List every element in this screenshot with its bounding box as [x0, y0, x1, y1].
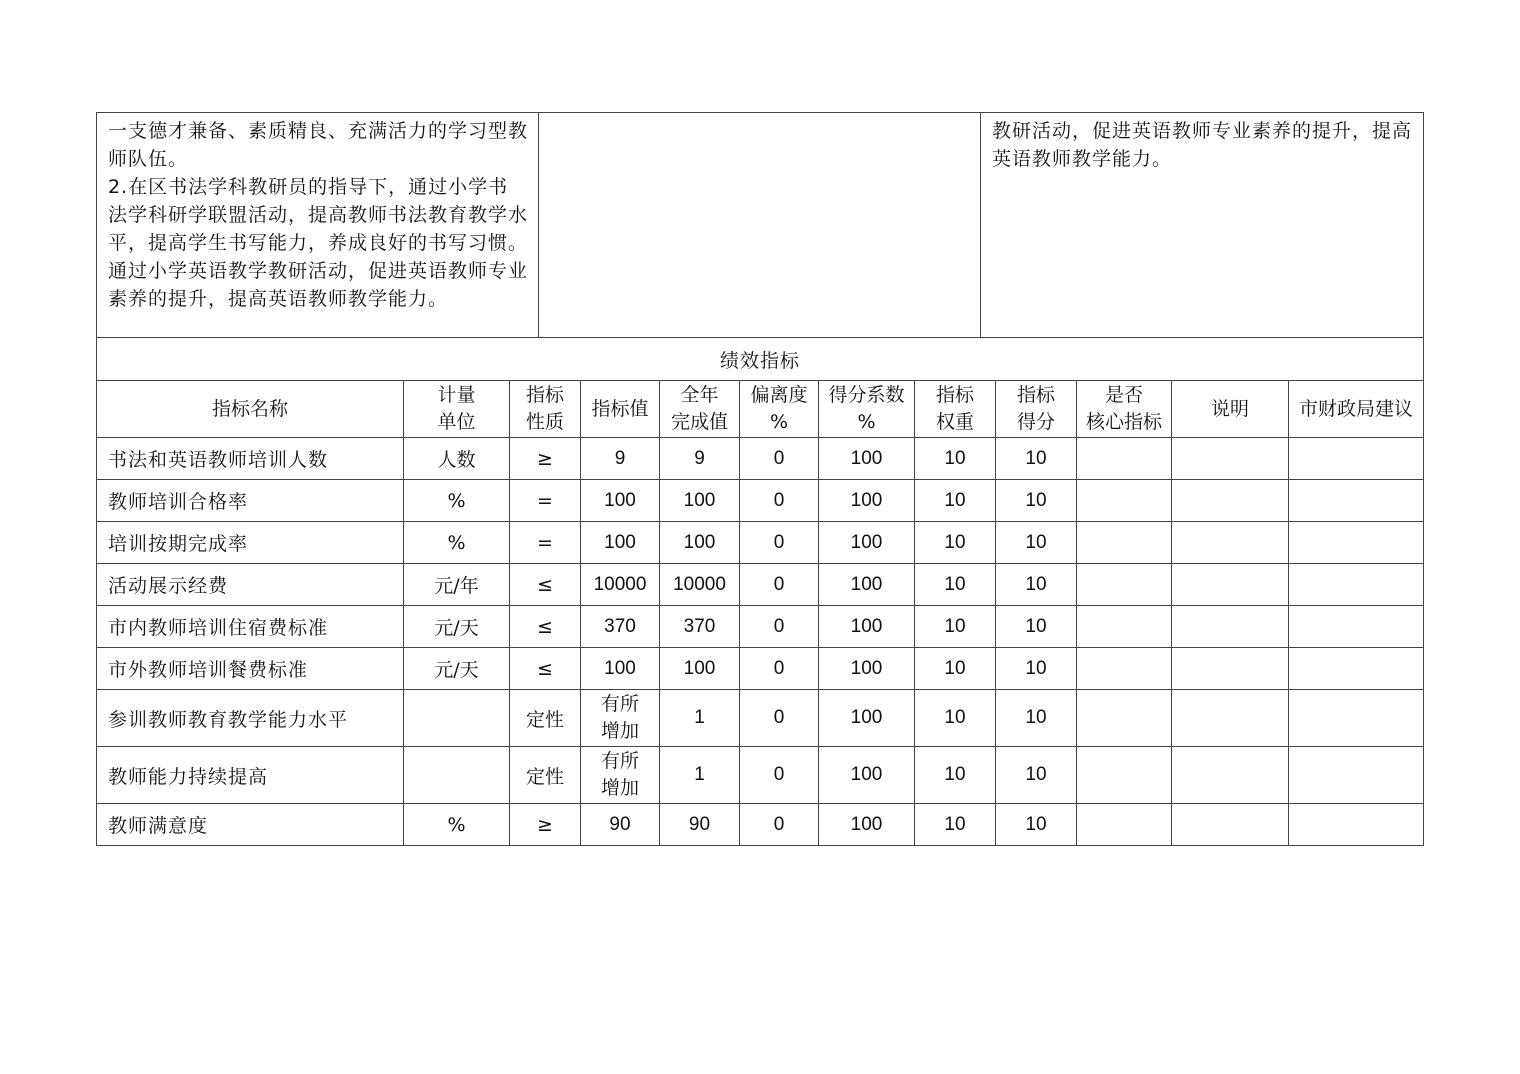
cell-target — [581, 747, 660, 804]
cell-weight: 10 — [915, 522, 996, 564]
column-header-line: 指标 — [1016, 384, 1055, 406]
cell-coef: 100 — [819, 438, 915, 480]
cell-target: 90 — [581, 804, 660, 846]
cell-nature: ≤ — [510, 648, 581, 690]
table-row — [97, 648, 1424, 690]
cell-advice — [1289, 747, 1424, 804]
cell-score: 10 — [996, 690, 1077, 747]
column-header-line: 全年 — [680, 384, 719, 406]
cell-score: 10 — [996, 564, 1077, 606]
cell-coef: 100 — [819, 747, 915, 804]
cell-advice — [1289, 804, 1424, 846]
cell-score: 10 — [996, 804, 1077, 846]
cell-core — [1077, 438, 1172, 480]
section-title-row — [97, 338, 1424, 381]
cell-score: 10 — [996, 648, 1077, 690]
column-header-line: 指标 — [525, 384, 564, 406]
cell-name: 书法和英语教师培训人数 — [97, 438, 404, 480]
cell-advice — [1289, 648, 1424, 690]
cell-score: 10 — [996, 522, 1077, 564]
cell-actual: 10000 — [660, 564, 740, 606]
cell-actual: 370 — [660, 606, 740, 648]
cell-advice — [1289, 480, 1424, 522]
cell-advice — [1289, 690, 1424, 747]
column-header-line: 权重 — [935, 411, 974, 433]
column-header-line: 完成值 — [670, 411, 728, 433]
column-header-line: 核心指标 — [1085, 411, 1162, 433]
cell-score: 10 — [996, 480, 1077, 522]
objective-paragraph-2: 2.在区书法学科教研员的指导下，通过小学书法学科研学联盟活动，提高教师书法教育教学水平，提高学生书写能力，养成良好的书写习惯。通过小学英语教学教研活动，促进英语教师专业素养的提升，提高英语教师教学能力。 — [108, 176, 529, 310]
objectives-table — [96, 112, 1424, 338]
indicator-rows — [97, 438, 1424, 846]
table-row — [97, 804, 1424, 846]
indicators-table — [96, 337, 1424, 846]
cell-actual: 100 — [660, 522, 740, 564]
cell-line: 有所 — [600, 751, 639, 772]
cell-weight: 10 — [915, 648, 996, 690]
cell-unit: 元/天 — [404, 648, 510, 690]
table-row — [97, 747, 1424, 804]
cell-weight: 10 — [915, 804, 996, 846]
column-header-line: 指标名称 — [211, 397, 288, 420]
cell-deviation: 0 — [740, 648, 819, 690]
cell-note — [1172, 438, 1289, 480]
cell-name: 参训教师教育教学能力水平 — [97, 690, 404, 747]
column-header-line: 性质 — [525, 411, 564, 433]
cell-nature: 定性 — [510, 747, 581, 804]
cell-coef: 100 — [819, 522, 915, 564]
cell-advice — [1289, 438, 1424, 480]
objectives-left-cell — [97, 113, 539, 338]
cell-score: 10 — [996, 438, 1077, 480]
cell-deviation: 0 — [740, 606, 819, 648]
cell-core — [1077, 480, 1172, 522]
cell-coef: 100 — [819, 480, 915, 522]
cell-coef: 100 — [819, 606, 915, 648]
cell-unit: 人数 — [404, 438, 510, 480]
cell-note — [1172, 564, 1289, 606]
cell-actual: 1 — [660, 747, 740, 804]
column-header — [404, 381, 510, 438]
cell-target: 10000 — [581, 564, 660, 606]
column-header-line: 市财政局建议 — [1299, 397, 1414, 420]
cell-weight: 10 — [915, 564, 996, 606]
column-header-line: 计量 — [437, 384, 476, 406]
cell-nature: = — [510, 522, 581, 564]
column-header — [740, 381, 819, 438]
objectives-row — [97, 113, 1424, 338]
cell-deviation: 0 — [740, 804, 819, 846]
cell-nature: ≥ — [510, 438, 581, 480]
table-row — [97, 480, 1424, 522]
cell-weight: 10 — [915, 480, 996, 522]
cell-name: 教师满意度 — [97, 804, 404, 846]
column-header — [1077, 381, 1172, 438]
cell-core — [1077, 648, 1172, 690]
objectives-right-cell: 教研活动，促进英语教师专业素养的提升，提高英语教师教学能力。 — [981, 113, 1424, 338]
cell-core — [1077, 804, 1172, 846]
cell-target — [581, 690, 660, 747]
cell-weight: 10 — [915, 747, 996, 804]
cell-name: 教师培训合格率 — [97, 480, 404, 522]
table-row — [97, 690, 1424, 747]
section-title: 绩效指标 — [97, 338, 1424, 381]
cell-note — [1172, 648, 1289, 690]
cell-name: 培训按期完成率 — [97, 522, 404, 564]
cell-deviation: 0 — [740, 480, 819, 522]
cell-nature: 定性 — [510, 690, 581, 747]
column-header — [1172, 381, 1289, 438]
cell-deviation: 0 — [740, 438, 819, 480]
column-header — [97, 381, 404, 438]
cell-advice — [1289, 564, 1424, 606]
cell-unit — [404, 747, 510, 804]
cell-weight: 10 — [915, 606, 996, 648]
column-header — [819, 381, 915, 438]
cell-deviation: 0 — [740, 747, 819, 804]
cell-coef: 100 — [819, 804, 915, 846]
cell-advice — [1289, 522, 1424, 564]
cell-name: 市外教师培训餐费标准 — [97, 648, 404, 690]
cell-note — [1172, 747, 1289, 804]
cell-target: 9 — [581, 438, 660, 480]
cell-note — [1172, 480, 1289, 522]
column-header — [1289, 381, 1424, 438]
cell-score: 10 — [996, 606, 1077, 648]
column-header-line: 单位 — [437, 411, 476, 433]
cell-target: 100 — [581, 480, 660, 522]
objective-paragraph-1: 一支德才兼备、素质精良、充满活力的学习型教师队伍。 — [108, 120, 529, 170]
cell-actual: 100 — [660, 480, 740, 522]
objectives-middle-cell — [539, 113, 981, 338]
header-row — [97, 381, 1424, 438]
cell-core — [1077, 522, 1172, 564]
cell-name: 市内教师培训住宿费标准 — [97, 606, 404, 648]
table-row — [97, 438, 1424, 480]
cell-actual: 90 — [660, 804, 740, 846]
column-header-line: 是否 — [1104, 384, 1143, 406]
column-header-line: 说明 — [1210, 397, 1249, 420]
cell-target: 100 — [581, 648, 660, 690]
cell-line: 增加 — [600, 721, 639, 742]
cell-note — [1172, 522, 1289, 564]
cell-score: 10 — [996, 747, 1077, 804]
cell-actual: 100 — [660, 648, 740, 690]
cell-weight: 10 — [915, 438, 996, 480]
cell-unit: % — [404, 480, 510, 522]
cell-note — [1172, 804, 1289, 846]
cell-coef: 100 — [819, 690, 915, 747]
cell-note — [1172, 690, 1289, 747]
column-header-line: 得分 — [1016, 411, 1055, 433]
cell-unit: % — [404, 804, 510, 846]
cell-core — [1077, 606, 1172, 648]
column-header — [915, 381, 996, 438]
cell-unit: 元/天 — [404, 606, 510, 648]
cell-unit: % — [404, 522, 510, 564]
column-header-line: % — [857, 411, 876, 433]
performance-table-page — [96, 112, 1423, 846]
column-header — [996, 381, 1077, 438]
cell-weight: 10 — [915, 690, 996, 747]
cell-target: 370 — [581, 606, 660, 648]
column-header — [660, 381, 740, 438]
cell-unit — [404, 690, 510, 747]
cell-actual: 9 — [660, 438, 740, 480]
column-header-line: 得分系数 — [828, 384, 905, 406]
cell-note — [1172, 606, 1289, 648]
cell-core — [1077, 747, 1172, 804]
cell-nature: = — [510, 480, 581, 522]
cell-unit: 元/年 — [404, 564, 510, 606]
cell-name: 活动展示经费 — [97, 564, 404, 606]
cell-coef: 100 — [819, 564, 915, 606]
table-row — [97, 522, 1424, 564]
cell-core — [1077, 690, 1172, 747]
cell-nature: ≥ — [510, 804, 581, 846]
column-header-line: 指标值 — [591, 397, 649, 420]
cell-coef: 100 — [819, 648, 915, 690]
cell-nature: ≤ — [510, 606, 581, 648]
cell-advice — [1289, 606, 1424, 648]
cell-actual: 1 — [660, 690, 740, 747]
column-header-line: 指标 — [935, 384, 974, 406]
column-header-line: % — [769, 411, 789, 433]
cell-deviation: 0 — [740, 564, 819, 606]
cell-name: 教师能力持续提高 — [97, 747, 404, 804]
cell-line: 有所 — [600, 694, 639, 715]
table-row — [97, 564, 1424, 606]
cell-target: 100 — [581, 522, 660, 564]
cell-nature: ≤ — [510, 564, 581, 606]
cell-line: 增加 — [600, 778, 639, 799]
cell-deviation: 0 — [740, 522, 819, 564]
cell-core — [1077, 564, 1172, 606]
column-header-line: 偏离度 — [750, 384, 808, 406]
column-header — [510, 381, 581, 438]
column-header — [581, 381, 660, 438]
cell-deviation: 0 — [740, 690, 819, 747]
table-row — [97, 606, 1424, 648]
